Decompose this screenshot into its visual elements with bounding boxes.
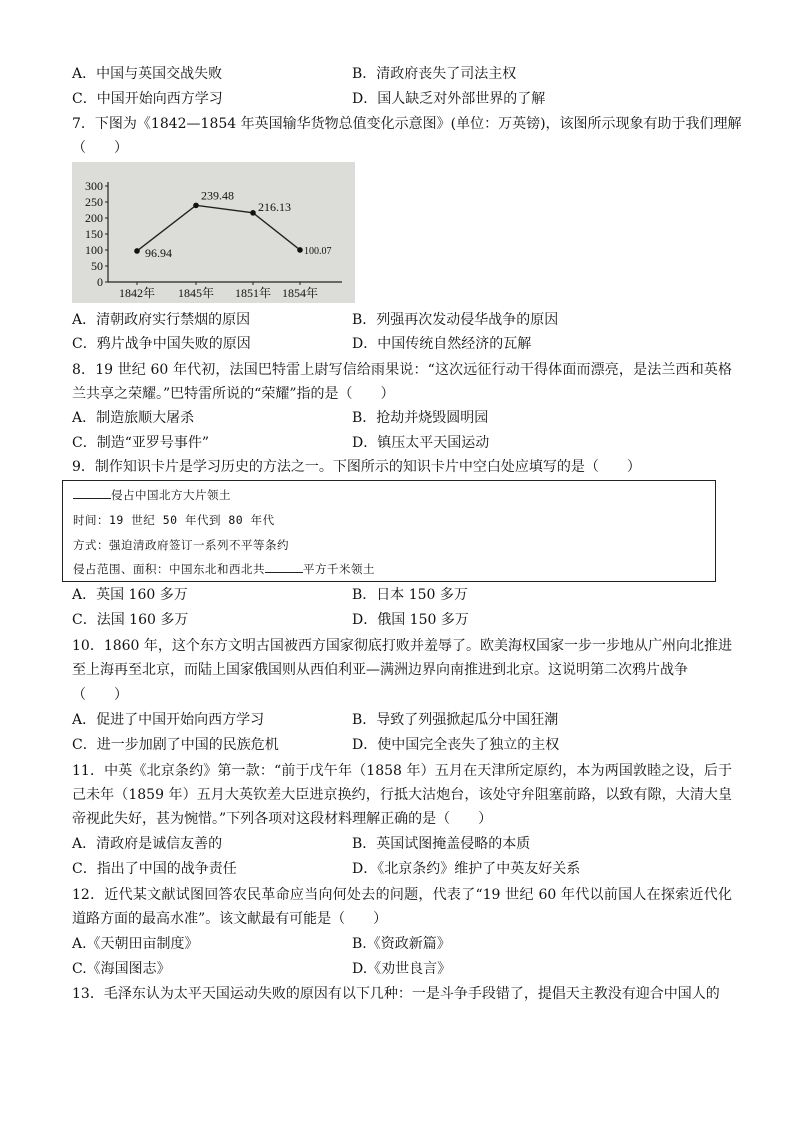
- q12-option-b: B.《资政新篇》: [352, 936, 451, 952]
- q9-option-d: D．俄国 150 多万: [352, 612, 469, 628]
- q10-answer-paren: （ ）: [72, 687, 128, 703]
- q11-option-a: A．清政府是诚信友善的: [72, 836, 223, 852]
- q8-option-c: C．制造“亚罗号事件”: [72, 435, 210, 451]
- q10-option-d: D．使中国完全丧失了独立的主权: [352, 737, 560, 753]
- q8-stem: 8．19 世纪 60 年代初，法国巴特雷上尉写信给雨果说：“这次远征行动干得体面而漂亮，是法兰西和英格兰共享之荣耀。”巴特雷所说的“荣耀”指的是（ ）: [72, 362, 732, 402]
- knowledge-card: [62, 480, 716, 582]
- q7-option-a: A．清朝政府实行禁烟的原因: [72, 312, 251, 328]
- x-tick-label: 1842年: [118, 286, 156, 300]
- q6-option-b: B．清政府丧失了司法主权: [352, 66, 517, 82]
- y-tick-label: 200: [85, 211, 103, 225]
- y-tick-label: 0: [97, 275, 103, 289]
- y-tick-label: 100: [85, 243, 103, 257]
- q11-option-c: C．指出了中国的战争责任: [72, 861, 237, 877]
- x-tick-label: 1851年: [234, 286, 272, 300]
- card-line-4: [73, 561, 375, 577]
- q10-option-b: B．导致了列强掀起瓜分中国狂潮: [352, 712, 559, 728]
- data-label: 96.94: [145, 245, 172, 260]
- q10-option-c: C．进一步加剧了中国的民族危机: [72, 737, 279, 753]
- q8-option-a: A．制造旅顺大屠杀: [72, 410, 195, 426]
- q7-answer-paren: （ ）: [72, 140, 128, 156]
- q9-option-c: C．法国 160 多万: [72, 612, 189, 628]
- card-line-1-text: 侵占中国北方大片领土: [111, 488, 231, 502]
- q12-option-d: D.《劝世良言》: [352, 961, 452, 977]
- q13-stem: 13．毛泽东认为太平天国运动失败的原因有以下几种：一是斗争手段错了，提倡天主教没有迎合中国人的: [72, 986, 720, 1002]
- q12-option-a: A.《天朝田亩制度》: [72, 936, 199, 952]
- q7-stem: 7．下图为《1842—1854 年英国输华货物总值变化示意图》(单位：万英镑)，该图所示现象有助于我们理解: [72, 116, 742, 132]
- q12-option-c: C.《海国图志》: [72, 961, 171, 977]
- card-line-4-pre: 侵占范围、面积：中国东北和西北共: [73, 562, 265, 576]
- line-chart: [72, 162, 355, 303]
- y-tick-label: 300: [85, 179, 103, 193]
- q9-option-a: A．英国 160 多万: [72, 587, 188, 603]
- q7-option-c: C．鸦片战争中国失败的原因: [72, 336, 251, 352]
- data-point: [134, 248, 140, 254]
- q7-chart: [72, 162, 355, 303]
- data-label: 100.07: [304, 245, 332, 257]
- card-blank-country: [73, 488, 111, 499]
- q8-option-d: D．镇压太平天国运动: [352, 435, 490, 451]
- y-tick-label: 50: [91, 259, 103, 273]
- x-tick-label: 1854年: [281, 286, 319, 300]
- q9-stem: 9．制作知识卡片是学习历史的方法之一。下图所示的知识卡片中空白处应填写的是（ ）: [72, 459, 641, 475]
- card-line-1: [73, 487, 231, 503]
- q11-stem: 11．中英《北京条约》第一款：“前于戊午年（1858 年）五月在天津所定原约，本为两国敦睦之设，后于己未年（1859 年）五月大英钦差大臣进京换约，行抵大沽炮台，该处守弁阻塞前路，以致有隙，大清大皇帝视此失好，甚为惋惜。”下列各项对这段材料理解正确的是（ ）: [72, 763, 732, 827]
- q8-option-b: B．抢劫并烧毁圆明园: [352, 410, 489, 426]
- q10-option-a: A．促进了中国开始向西方学习: [72, 712, 265, 728]
- x-tick-label: 1845年: [177, 286, 215, 300]
- y-tick-label: 150: [85, 227, 103, 241]
- data-point: [297, 247, 303, 253]
- q7-option-b: B．列强再次发动侵华战争的原因: [352, 312, 559, 328]
- q11-option-d: D．《北京条约》维护了中英友好关系: [352, 861, 581, 877]
- q10-stem: 10．1860 年，这个东方文明古国被西方国家彻底打败并羞辱了。欧美海权国家一步一步地从广州向北推进至上海再至北京，而陆上国家俄国则从西伯利亚—满洲边界向南推进到北京。这说明第二次鸦片战争: [72, 638, 732, 678]
- card-line-3: 方式：强迫清政府签订一系列不平等条约: [73, 538, 289, 552]
- q7-option-d: D．中国传统自然经济的瓦解: [352, 336, 532, 352]
- data-point: [193, 203, 199, 209]
- q12-stem: 12．近代某文献试图回答农民革命应当向何处去的问题，代表了“19 世纪 60 年代以前国人在探索近代化道路方面的最高水准”。该文献最有可能是（ ）: [72, 887, 732, 927]
- q6-option-c: C．中国开始向西方学习: [72, 91, 223, 107]
- data-label: 239.48: [201, 188, 234, 203]
- y-tick-label: 250: [85, 195, 103, 209]
- q9-option-b: B．日本 150 多万: [352, 587, 468, 603]
- card-line-4-post: 平方千米领土: [303, 562, 375, 576]
- card-blank-area: [265, 562, 303, 573]
- data-point: [250, 210, 256, 216]
- q6-option-d: D．国人缺乏对外部世界的了解: [352, 91, 546, 107]
- q11-option-b: B．英国试图掩盖侵略的本质: [352, 836, 531, 852]
- data-label: 216.13: [258, 199, 291, 214]
- q6-option-a: A．中国与英国交战失败: [72, 66, 223, 82]
- card-line-2: 时间：19 世纪 50 年代到 80 年代: [73, 513, 275, 527]
